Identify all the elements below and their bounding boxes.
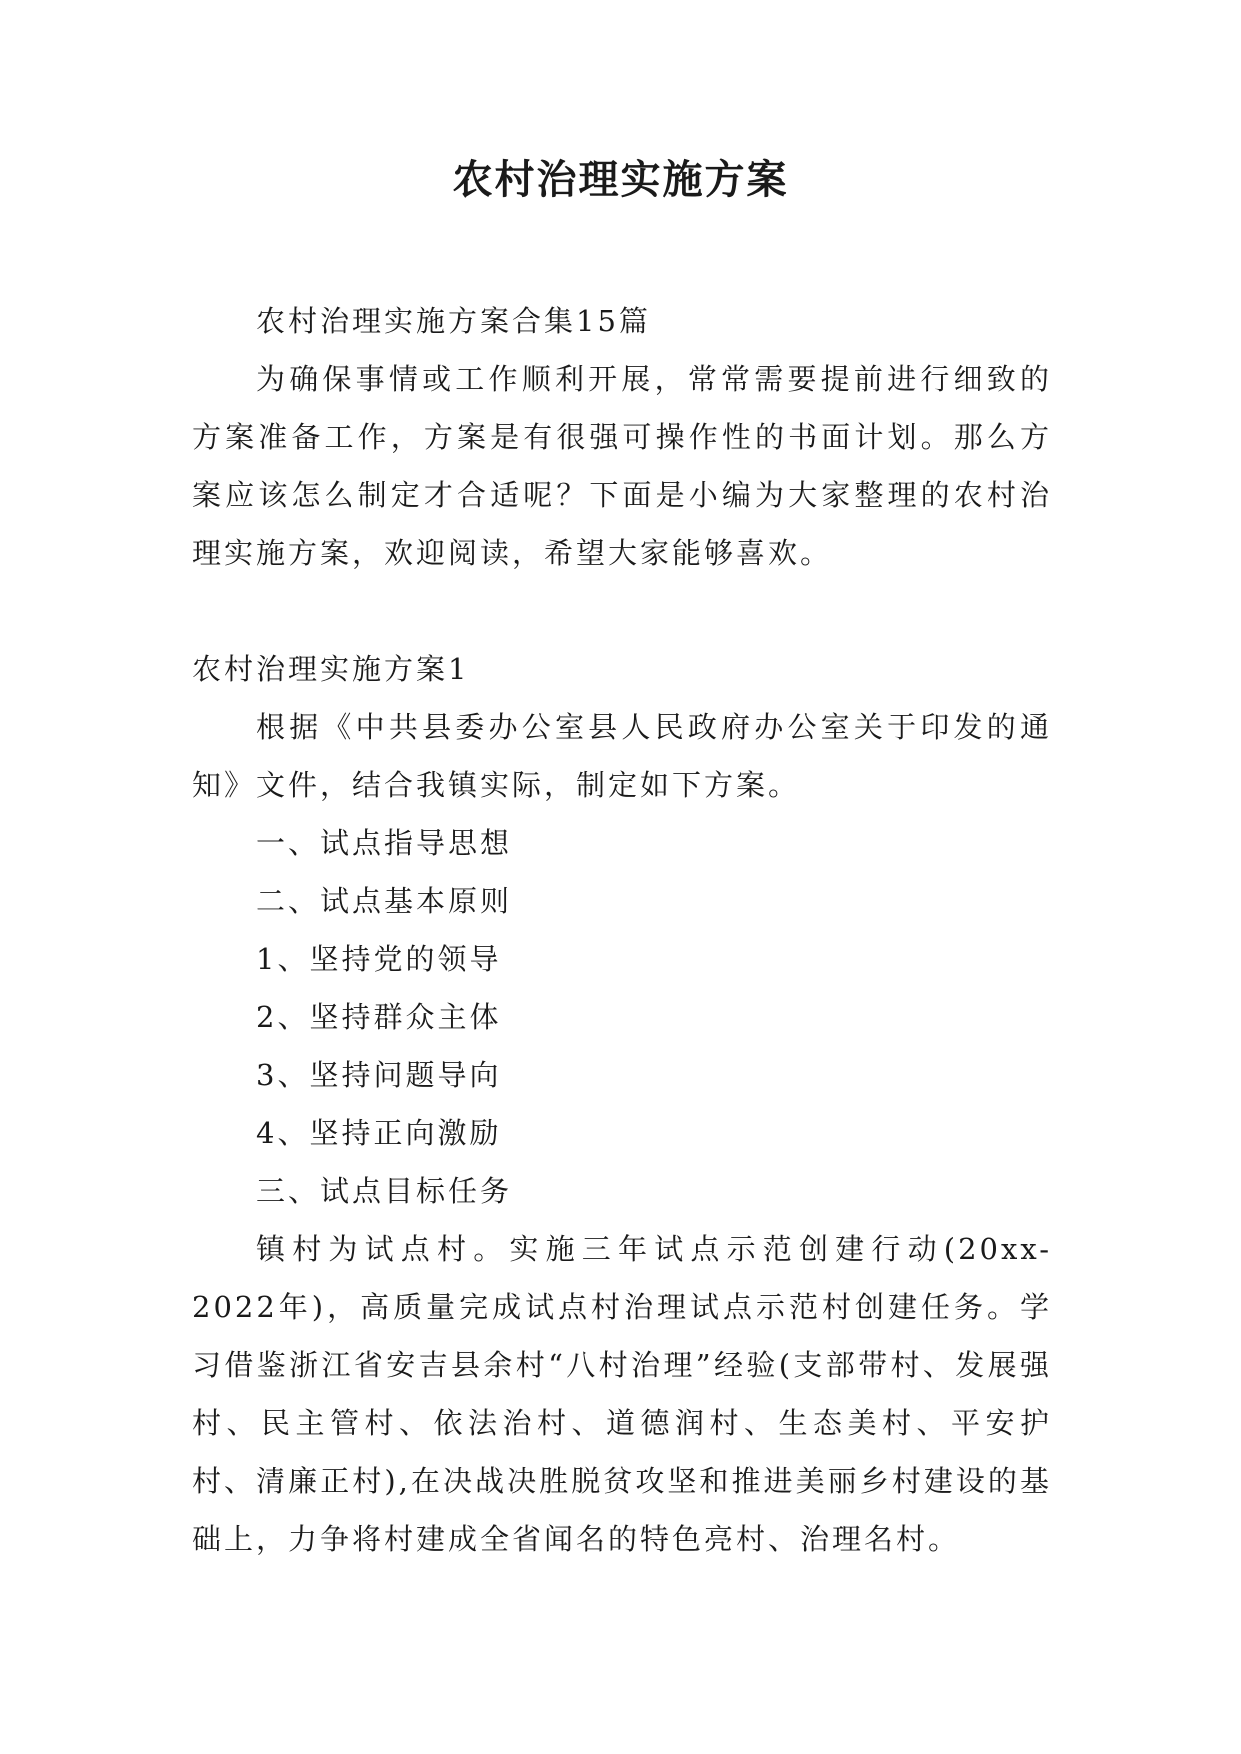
- section-paragraph: 镇村为试点村。实施三年试点示范创建行动(20xx-2022年)，高质量完成试点村治理试点示范村创建任务。学习借鉴浙江省安吉县余村“八村治理”经验(支部带村、发展强村、民主管村、依法治村、道德润村、生态美村、平安护村、清廉正村),在决战决胜脱贫攻坚和推进美丽乡村建设的基础上，力争将村建成全省闻名的特色亮村、治理名村。: [192, 1232, 1052, 1556]
- outline-item: 三、试点目标任务: [256, 1174, 513, 1208]
- intro-paragraph: 为确保事情或工作顺利开展，常常需要提前进行细致的方案准备工作，方案是有很强可操作性的书面计划。那么方案应该怎么制定才合适呢？下面是小编为大家整理的农村治理实施方案，欢迎阅读，希望大家能够喜欢。: [192, 362, 1052, 570]
- paragraph-gap: [192, 582, 1052, 640]
- outline-item: 一、试点指导思想: [256, 826, 513, 860]
- outline-item: 4、坚持正向激励: [256, 1116, 502, 1150]
- outline-item: 3、坚持问题导向: [256, 1058, 502, 1092]
- document-body: [192, 292, 1052, 1568]
- collection-subtitle: 农村治理实施方案合集15篇: [256, 304, 651, 338]
- outline-item: 二、试点基本原则: [256, 884, 513, 918]
- document-title: 农村治理实施方案: [452, 156, 789, 203]
- section-paragraph: 根据《中共县委办公室县人民政府办公室关于印发的通知》文件，结合我镇实际，制定如下方案。: [192, 710, 1052, 802]
- section-heading: 农村治理实施方案1: [192, 652, 470, 686]
- outline-item: 2、坚持群众主体: [256, 1000, 502, 1034]
- outline-item: 1、坚持党的领导: [256, 942, 502, 976]
